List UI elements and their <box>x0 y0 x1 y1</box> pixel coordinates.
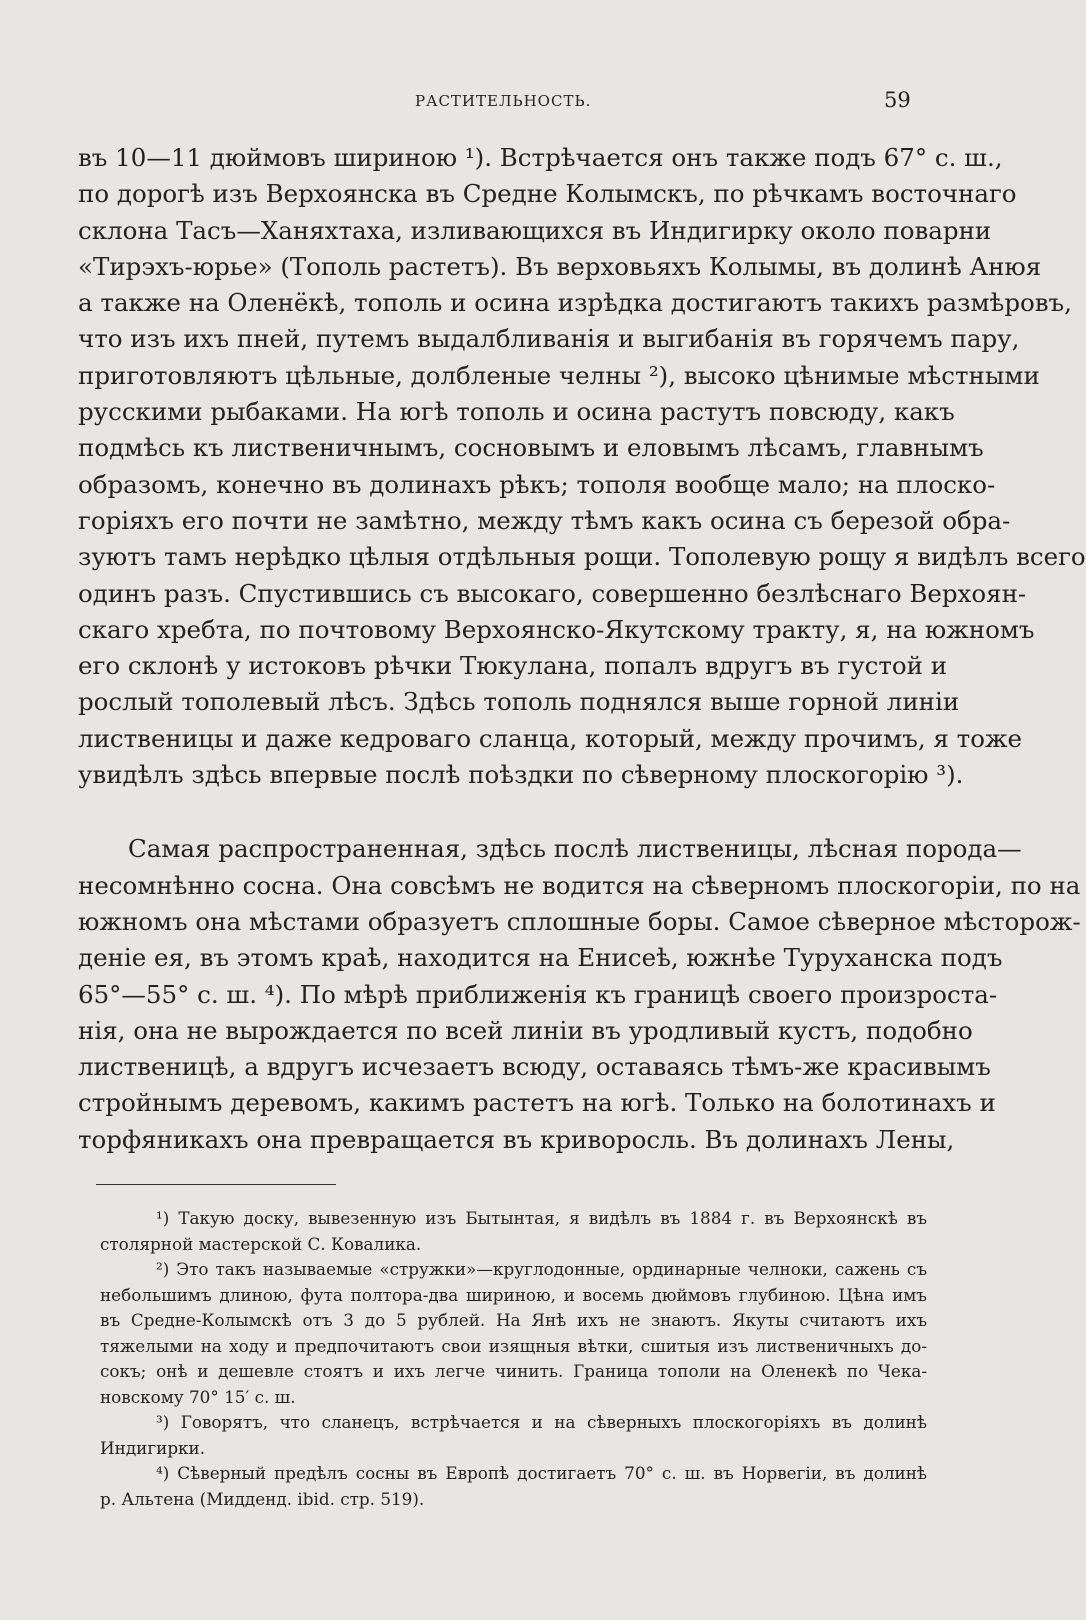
footnote-line: ¹) Такую доску, вывезенную изъ Бытынтая, я видѣлъ въ 1884 г. въ Верхоянскѣ въ <box>156 1208 927 1228</box>
text-line: Самая распространенная, здѣсь послѣ лиственицы, лѣсная порода— <box>128 834 1022 864</box>
text-line: 65°—55° с. ш. ⁴). По мѣрѣ приближенія къ границѣ своего произроста- <box>78 979 998 1009</box>
footnote-line: Индигирки. <box>100 1437 206 1458</box>
text-line: увидѣлъ здѣсь впервые послѣ поѣздки по сѣверному плоскогорію ³). <box>78 760 964 790</box>
text-line: подмѣсь къ лиственичнымъ, сосновымъ и еловымъ лѣсамъ, главнымъ <box>78 433 984 463</box>
footnotes <box>100 1206 927 1512</box>
text-line: одинъ разъ. Спустившись съ высокаго, совершенно безлѣснаго Верхоян- <box>78 578 1027 608</box>
text-line: русскими рыбаками. На югѣ тополь и осина растутъ повсюду, какъ <box>78 397 955 427</box>
text-line: лиственицы и даже кедроваго сланца, который, между прочимъ, я тоже <box>78 723 1022 753</box>
footnote-2 <box>100 1257 927 1410</box>
text-line: стройнымъ деревомъ, какимъ растетъ на югѣ. Только на болотинахъ и <box>78 1088 996 1118</box>
text-line: несомнѣнно сосна. Она совсѣмъ не водится на сѣверномъ плоскогоріи, по на <box>78 870 1081 900</box>
footnote-line: ³) Говорятъ, что сланецъ, встрѣчается и на сѣверныхъ плоскогоріяхъ въ долинѣ <box>156 1412 927 1432</box>
footnote-3 <box>100 1410 927 1461</box>
paragraph <box>78 140 1086 793</box>
text-line: рослый тополевый лѣсъ. Здѣсь тополь поднялся выше горной линіи <box>78 687 960 717</box>
footnote-line: ⁴) Сѣверный предѣлъ сосны въ Европѣ достигаетъ 70° с. ш. въ Норвегіи, въ долинѣ <box>156 1463 927 1483</box>
page-number: 59 <box>884 88 911 112</box>
running-title: РАСТИТЕЛЬНОСТЬ. <box>415 92 592 110</box>
text-line: южномъ она мѣстами образуетъ сплошные боры. Самое сѣверное мѣсторож- <box>78 906 1081 936</box>
text-line: зуютъ тамъ нерѣдко цѣлыя отдѣльныя рощи. Тополевую рощу я видѣлъ всего <box>78 542 1086 572</box>
text-line: торфяникахъ она превращается въ криворосль. Въ долинахъ Лены, <box>78 1124 955 1154</box>
footnote-line: въ Средне-Колымскѣ отъ 3 до 5 рублей. На Янѣ ихъ не знаютъ. Якуты считаютъ ихъ <box>100 1310 927 1330</box>
text-line: его склонѣ у истоковъ рѣчки Тюкулана, попалъ вдругъ въ густой и <box>78 651 948 681</box>
footnote-divider <box>96 1184 336 1185</box>
page-header <box>0 88 1000 118</box>
text-line: горіяхъ его почти не замѣтно, между тѣмъ какъ осина съ березой обра- <box>78 505 1011 535</box>
footnote-line: тяжелыми на ходу и предпочитаютъ свои изящныя вѣтки, сшитыя изъ лиственичныхъ до- <box>100 1335 927 1356</box>
text-line: а также на Оленёкѣ, тополь и осина изрѣдка достигаютъ такихъ размѣровъ, <box>78 288 1072 318</box>
text-line: «Тирэхъ-юрье» (Тополь растетъ). Въ верховьяхъ Колымы, въ долинѣ Анюя <box>78 251 1042 281</box>
text-line: скаго хребта, по почтовому Верхоянско-Якутскому тракту, я, на южномъ <box>78 614 1035 644</box>
text-line: нія, она не вырождается по всей линіи въ уродливый кустъ, подобно <box>78 1015 973 1045</box>
footnote-line: сокъ; онѣ и дешевле стоятъ и ихъ легче чинить. Граница тополи на Оленекѣ по Чека- <box>100 1361 927 1381</box>
footnote-4 <box>100 1461 927 1512</box>
text-line: въ 10—11 дюймовъ шириною ¹). Встрѣчается онъ также подъ 67° с. ш., <box>78 143 1003 172</box>
text-line: по дорогѣ изъ Верхоянска въ Средне Колымскъ, по рѣчкамъ восточнаго <box>78 179 1017 209</box>
footnote-line: новскому 70° 15′ с. ш. <box>100 1386 296 1407</box>
main-text <box>78 140 1086 1158</box>
text-line: приготовляютъ цѣльные, долбленые челны ²), высоко цѣнимые мѣстными <box>78 360 1040 390</box>
text-line: склона Тасъ—Ханяхтаха, изливающихся въ Индигирку около поварни <box>78 215 992 245</box>
paragraph <box>78 831 1081 1158</box>
footnote-line: небольшимъ длиною, фута полтора-два шириною, и восемь дюймовъ глубиною. Цѣна имъ <box>100 1284 927 1305</box>
footnote-line: ²) Это такъ называемые «стружки»—круглодонные, ординарные челноки, сажень съ <box>156 1259 927 1279</box>
text-line: что изъ ихъ пней, путемъ выдалбливанія и выгибанія въ горячемъ пару, <box>78 324 1020 354</box>
footnote-1 <box>100 1206 927 1257</box>
text-line: деніе ея, въ этомъ краѣ, находится на Енисеѣ, южнѣе Туруханска подъ <box>78 943 1003 973</box>
footnote-line: р. Альтена (Мидденд. ibid. стр. 519). <box>100 1488 425 1509</box>
text-line: образомъ, конечно въ долинахъ рѣкъ; тополя вообще мало; на плоско- <box>78 469 996 499</box>
text-line: лиственицѣ, а вдругъ исчезаетъ всюду, оставаясь тѣмъ-же красивымъ <box>78 1052 991 1082</box>
footnote-line: столярной мастерской С. Ковалика. <box>100 1233 422 1254</box>
